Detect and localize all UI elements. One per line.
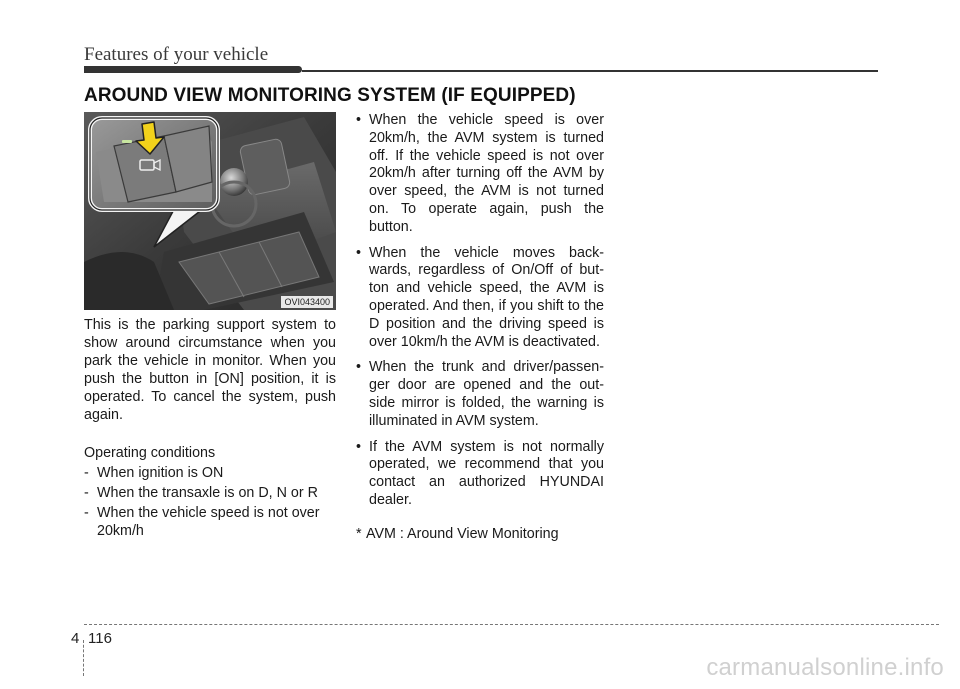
list-item bbox=[356, 112, 604, 237]
condition-text: When the transaxle is on D, N or R bbox=[97, 485, 318, 501]
condition-text: When the vehicle speed is not over 20km/h bbox=[97, 505, 320, 539]
condition-text: When ignition is ON bbox=[97, 465, 224, 481]
footnote bbox=[356, 526, 604, 544]
list-item bbox=[84, 464, 336, 482]
footnote-text: AVM : Around View Monitoring bbox=[366, 525, 559, 542]
footer-divider bbox=[83, 640, 84, 676]
footnote-mark: * bbox=[356, 525, 362, 542]
list-item bbox=[356, 439, 604, 510]
figure-code: OVI043400 bbox=[281, 296, 333, 308]
section-title: AROUND VIEW MONITORING SYSTEM (IF EQUIPPED) bbox=[84, 85, 576, 106]
list-item bbox=[356, 245, 604, 352]
conditions-title: Operating conditions bbox=[84, 445, 216, 461]
bullet-marker: • bbox=[356, 438, 362, 455]
right-column bbox=[356, 112, 604, 544]
bullet-text: When the vehicle speed is over 20km/h, the AVM system is turned off. If the vehicle speed is not over 20km/h after turning off the AVM by over speed, the AVM is not turned on. To operate again, push the button. bbox=[369, 112, 604, 235]
intro-paragraph: This is the parking support system to show around circumstance when you park the vehicle in monitor. When you push the button in [ON] position, it is operated. To cancel the system, push again. bbox=[84, 317, 336, 423]
page-number: 116 bbox=[88, 630, 112, 647]
dash-marker: - bbox=[84, 485, 89, 501]
dash-marker: - bbox=[84, 505, 89, 521]
bullet-text: When the trunk and driver/passen-ger door are opened and the out-side mirror is folded, the warning is illuminated in AVM system. bbox=[369, 359, 604, 429]
bullet-text: If the AVM system is not normally operated, we recommend that you contact an authorized HYUNDAI dealer. bbox=[369, 438, 604, 508]
bullet-marker: • bbox=[356, 359, 362, 376]
dash-marker: - bbox=[84, 465, 89, 481]
header-title: Features of your vehicle bbox=[84, 44, 269, 65]
header-rule bbox=[302, 70, 878, 72]
watermark: carmanualsonline.info bbox=[706, 654, 944, 681]
bullet-marker: • bbox=[356, 112, 362, 128]
console-illustration bbox=[84, 112, 336, 310]
header-bar bbox=[84, 66, 302, 73]
bullet-marker: • bbox=[356, 244, 362, 261]
page-chapter: 4 bbox=[71, 630, 80, 647]
list-item bbox=[84, 504, 336, 540]
left-column bbox=[84, 316, 336, 540]
list-item bbox=[84, 484, 336, 502]
bullet-text: When the vehicle moves back-wards, regardless of On/Off of but-ton and vehicle speed, the AVM is operated. And then, if you shift to the D position and the driving speed is over 10km/h the AVM is deactivated. bbox=[369, 244, 604, 350]
console-figure bbox=[84, 112, 336, 310]
list-item bbox=[356, 359, 604, 430]
footer-rule bbox=[84, 624, 939, 625]
